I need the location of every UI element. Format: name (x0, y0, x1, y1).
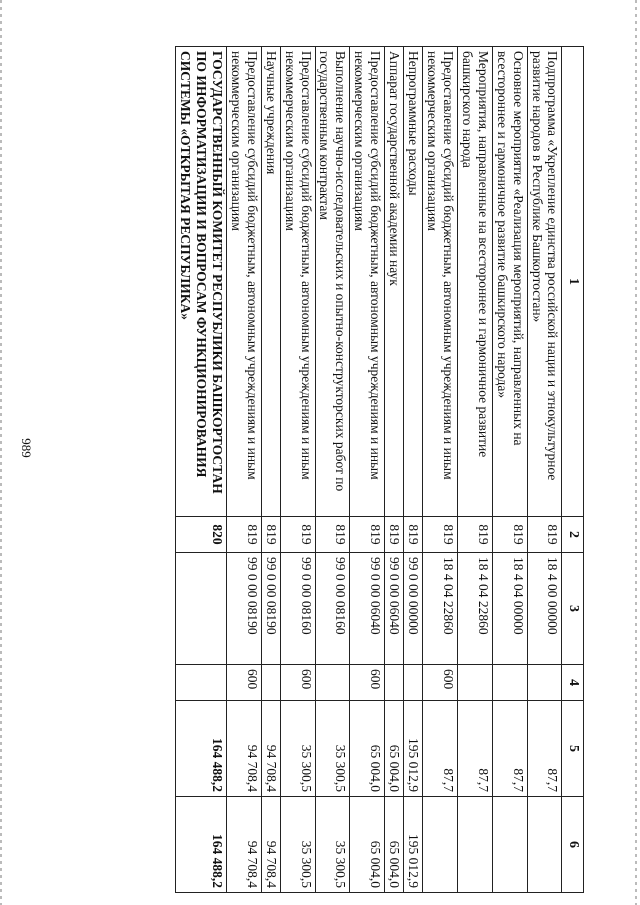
row-value-5-cell: 87,7 (457, 701, 492, 797)
row-csr-cell: 99 0 00 08160 (315, 553, 350, 665)
row-csr-cell: 99 0 00 00000 (404, 553, 423, 665)
scan-edge-left (0, 0, 2, 905)
row-value-6-cell (527, 797, 562, 893)
row-code-cell: 819 (350, 517, 385, 553)
table-body (176, 47, 562, 893)
row-vr-cell (176, 665, 227, 701)
row-value-5-cell: 35 300,5 (280, 701, 315, 797)
row-code-cell: 819 (492, 517, 527, 553)
row-code-cell: 819 (423, 517, 458, 553)
row-name-cell: Научные учреждения (261, 47, 280, 517)
table-row (226, 47, 261, 893)
rotated-page-content (44, 46, 584, 892)
table-row (404, 47, 423, 893)
table-row (176, 47, 227, 893)
row-value-6-cell (423, 797, 458, 893)
row-csr-cell: 99 0 00 06040 (385, 553, 404, 665)
row-vr-cell: 600 (423, 665, 458, 701)
row-name-cell: Непрограммные расходы (404, 47, 423, 517)
row-csr-cell: 18 4 00 00000 (527, 553, 562, 665)
table-row (385, 47, 404, 893)
row-value-5-cell: 65 004,0 (385, 701, 404, 797)
row-name-cell: Аппарат государственной академии наук (385, 47, 404, 517)
row-vr-cell (315, 665, 350, 701)
row-value-6-cell: 164 488,2 (176, 797, 227, 893)
row-value-6-cell: 94 708,4 (226, 797, 261, 893)
row-vr-cell (457, 665, 492, 701)
row-code-cell: 819 (404, 517, 423, 553)
row-code-cell: 820 (176, 517, 227, 553)
header-col-1: 1 (562, 47, 584, 517)
scan-edge-right (635, 0, 637, 905)
row-vr-cell: 600 (350, 665, 385, 701)
row-value-5-cell: 87,7 (423, 701, 458, 797)
table-row (280, 47, 315, 893)
row-csr-cell (176, 553, 227, 665)
row-value-6-cell: 65 004,0 (350, 797, 385, 893)
row-code-cell: 819 (280, 517, 315, 553)
header-col-6: 6 (562, 797, 584, 893)
row-vr-cell: 600 (280, 665, 315, 701)
row-value-6-cell: 195 012,9 (404, 797, 423, 893)
row-name-cell: Предоставление субсидий бюджетным, автономным учреждениям и иным некоммерческим организациям (350, 47, 385, 517)
row-value-6-cell: 94 708,4 (261, 797, 280, 893)
row-code-cell: 819 (385, 517, 404, 553)
row-value-5-cell: 87,7 (527, 701, 562, 797)
page-number: 989 (18, 438, 34, 458)
table-header-row (562, 47, 584, 893)
row-code-cell: 819 (261, 517, 280, 553)
row-name-cell: Предоставление субсидий бюджетным, автономным учреждениям и иным некоммерческим организациям (226, 47, 261, 517)
row-value-5-cell: 35 300,5 (315, 701, 350, 797)
row-name-cell: ГОСУДАРСТВЕННЫЙ КОМИТЕТ РЕСПУБЛИКИ БАШКОРТОСТАН ПО ИНФОРМАТИЗАЦИИ И ВОПРОСАМ ФУНКЦИОНИРОВАНИЯ СИСТЕМЫ «ОТКРЫТАЯ РЕСПУБЛИКА» (176, 47, 227, 517)
row-name-cell: Мероприятия, направленные на всестороннее и гармоничное развитие башкирского народа (457, 47, 492, 517)
row-vr-cell (527, 665, 562, 701)
row-name-cell: Предоставление субсидий бюджетным, автономным учреждениям и иным некоммерческим организациям (280, 47, 315, 517)
row-code-cell: 819 (315, 517, 350, 553)
row-vr-cell (385, 665, 404, 701)
row-csr-cell: 18 4 04 00000 (492, 553, 527, 665)
table-row (423, 47, 458, 893)
row-csr-cell: 18 4 04 22860 (423, 553, 458, 665)
table-row (457, 47, 492, 893)
row-csr-cell: 99 0 00 06040 (350, 553, 385, 665)
row-value-6-cell (492, 797, 527, 893)
table-row (492, 47, 527, 893)
row-value-5-cell: 87,7 (492, 701, 527, 797)
row-csr-cell: 99 0 00 08190 (226, 553, 261, 665)
row-value-5-cell: 94 708,4 (261, 701, 280, 797)
row-csr-cell: 18 4 04 22860 (457, 553, 492, 665)
header-col-4: 4 (562, 665, 584, 701)
row-value-5-cell: 94 708,4 (226, 701, 261, 797)
table-row (527, 47, 562, 893)
table-row (315, 47, 350, 893)
table-row (350, 47, 385, 893)
row-value-5-cell: 195 012,9 (404, 701, 423, 797)
row-value-6-cell: 35 300,5 (315, 797, 350, 893)
row-vr-cell: 600 (226, 665, 261, 701)
row-code-cell: 819 (527, 517, 562, 553)
header-col-2: 2 (562, 517, 584, 553)
row-code-cell: 819 (457, 517, 492, 553)
row-name-cell: Подпрограмма «Укрепление единства российской нации и этнокультурное развитие народов в Республике Башкортостан» (527, 47, 562, 517)
row-value-5-cell: 65 004,0 (350, 701, 385, 797)
row-value-6-cell: 65 004,0 (385, 797, 404, 893)
row-name-cell: Предоставление субсидий бюджетным, автономным учреждениям и иным некоммерческим организациям (423, 47, 458, 517)
header-col-3: 3 (562, 553, 584, 665)
row-csr-cell: 99 0 00 08160 (280, 553, 315, 665)
row-name-cell: Выполнение научно-исследовательских и опытно-конструкторских работ по государственным контрактам (315, 47, 350, 517)
row-vr-cell (261, 665, 280, 701)
row-value-6-cell: 35 300,5 (280, 797, 315, 893)
row-value-6-cell (457, 797, 492, 893)
row-csr-cell: 99 0 00 08190 (261, 553, 280, 665)
row-code-cell: 819 (226, 517, 261, 553)
row-value-5-cell: 164 488,2 (176, 701, 227, 797)
row-vr-cell (492, 665, 527, 701)
budget-table (175, 46, 584, 893)
table-row (261, 47, 280, 893)
header-col-5: 5 (562, 701, 584, 797)
row-vr-cell (404, 665, 423, 701)
row-name-cell: Основное мероприятие «Реализация мероприятий, направленных на всестороннее и гармоничное развитие башкирского народа» (492, 47, 527, 517)
